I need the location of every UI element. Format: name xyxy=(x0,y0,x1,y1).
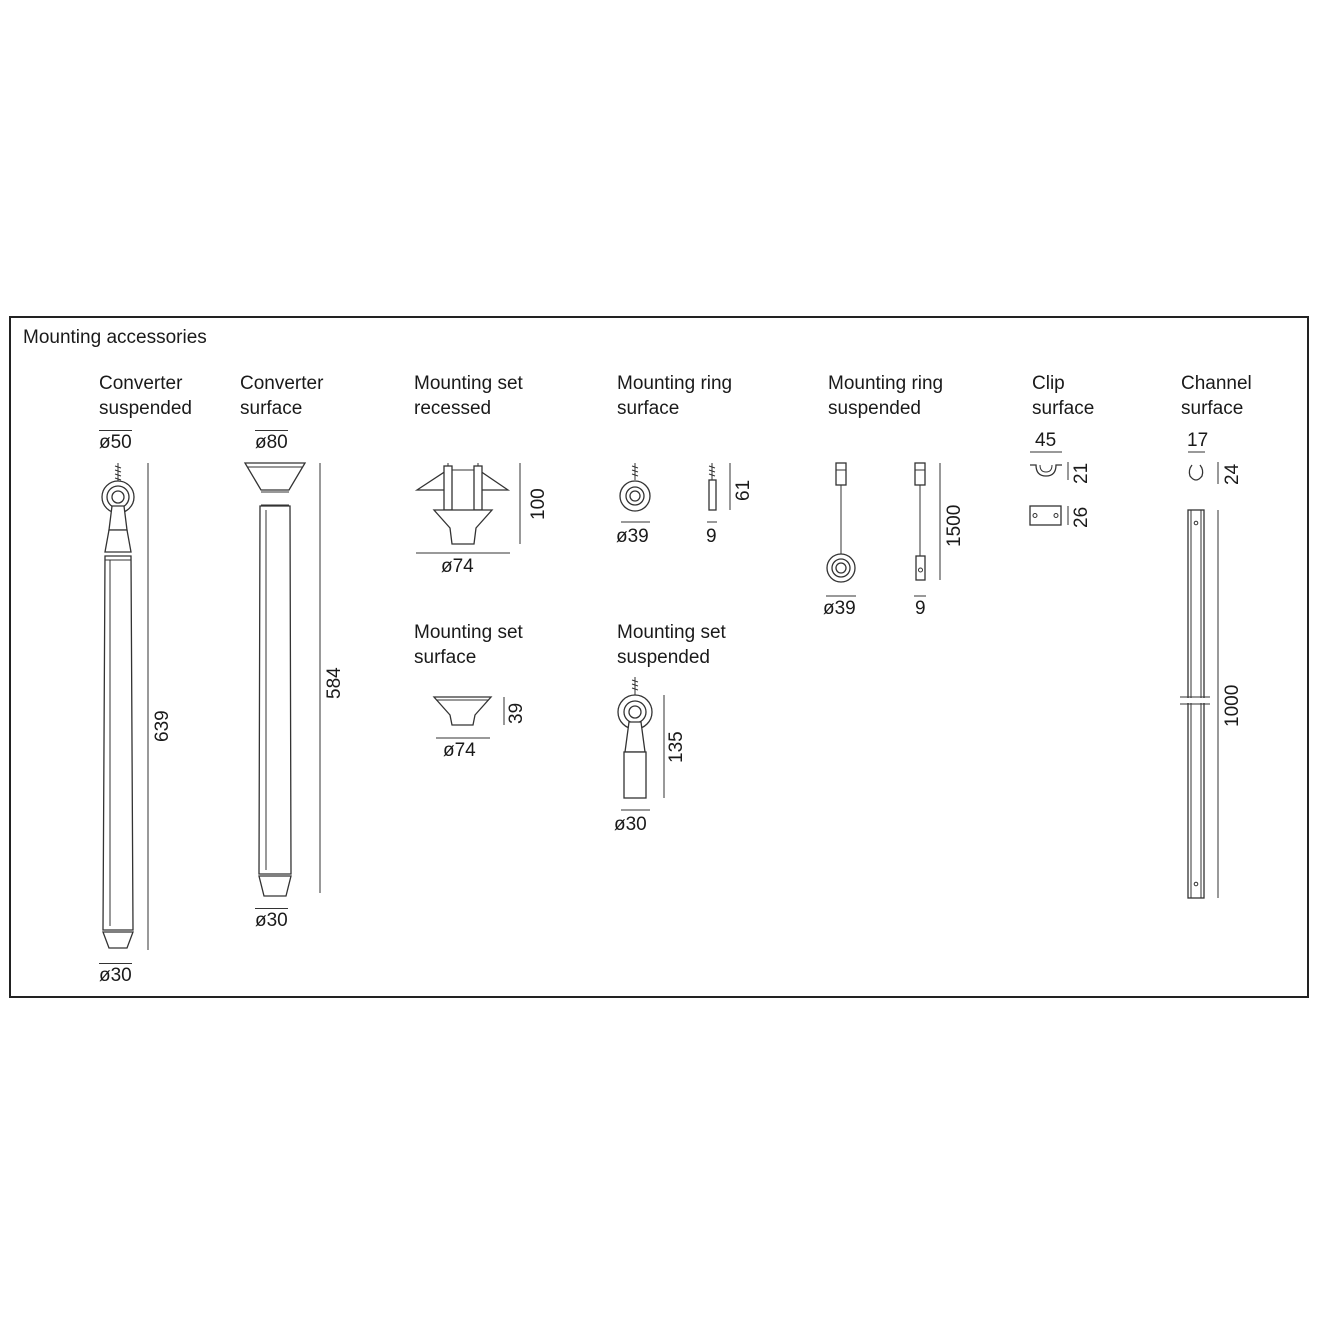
title-converter-suspended-l2: suspended xyxy=(99,398,192,419)
mounting-set-recessed-height-dim: 100 xyxy=(528,488,549,520)
mounting-set-suspended-diameter-dim: ø30 xyxy=(614,814,647,835)
mounting-ring-surface-width-dim: 9 xyxy=(706,526,717,547)
clip-surface-height-b-dim: 26 xyxy=(1071,506,1092,528)
clip-surface-drawing xyxy=(1030,452,1068,525)
channel-surface-drawing xyxy=(1180,452,1218,898)
mounting-ring-suspended-diameter-dim: ø39 xyxy=(823,598,856,619)
title-mounting-ring-surface-l1: Mounting ring xyxy=(617,373,733,394)
title-converter-surface-l2: surface xyxy=(240,398,303,419)
title-channel-surface-l2: surface xyxy=(1181,398,1244,419)
title-mounting-set-surface-l1: Mounting set xyxy=(414,622,523,643)
mounting-set-suspended-height-dim: 135 xyxy=(666,731,687,763)
title-mounting-ring-surface-l2: surface xyxy=(617,398,680,419)
converter-surface-drawing xyxy=(245,463,320,896)
title-converter-suspended-l1: Converter xyxy=(99,373,183,394)
mounting-ring-suspended-drawing xyxy=(826,463,940,596)
title-channel-surface-l1: Channel xyxy=(1181,373,1252,394)
title-mounting-set-recessed-l2: recessed xyxy=(414,398,492,419)
mounting-ring-suspended-width-dim: 9 xyxy=(915,598,926,619)
title-clip-surface-l2: surface xyxy=(1032,398,1095,419)
mounting-ring-surface-height-dim: 61 xyxy=(733,479,754,501)
mounting-set-suspended-drawing xyxy=(618,677,664,810)
converter-surface-top-dim: ø80 xyxy=(255,432,288,453)
title-mounting-set-suspended-l1: Mounting set xyxy=(617,622,726,643)
converter-surface-height-dim: 584 xyxy=(324,667,345,699)
clip-surface-height-a-dim: 21 xyxy=(1071,462,1092,484)
title-mounting-ring-suspended-l2: suspended xyxy=(828,398,921,419)
mounting-ring-surface-diameter-dim: ø39 xyxy=(616,526,649,547)
channel-surface-length-dim: 1000 xyxy=(1222,684,1243,727)
title-converter-surface-l1: Converter xyxy=(240,373,324,394)
title-clip-surface-l1: Clip xyxy=(1032,373,1065,394)
mounting-set-surface-height-dim: 39 xyxy=(506,702,527,724)
converter-suspended-drawing xyxy=(102,463,148,950)
converter-suspended-top-dim: ø50 xyxy=(99,432,132,453)
converter-suspended-height-dim: 639 xyxy=(152,710,173,742)
title-mounting-set-recessed-l1: Mounting set xyxy=(414,373,523,394)
channel-surface-width-dim: 17 xyxy=(1187,430,1209,451)
mounting-set-recessed-drawing xyxy=(416,463,520,553)
mounting-set-surface-drawing xyxy=(434,697,504,738)
section-title: Mounting accessories xyxy=(23,327,207,348)
channel-surface-height-a-dim: 24 xyxy=(1222,463,1243,485)
mounting-set-surface-width-dim: ø74 xyxy=(443,740,476,761)
converter-suspended-bottom-dim: ø30 xyxy=(99,965,132,986)
converter-surface-bottom-dim: ø30 xyxy=(255,910,288,931)
title-mounting-set-surface-l2: surface xyxy=(414,647,477,668)
title-mounting-ring-suspended-l1: Mounting ring xyxy=(828,373,944,394)
mounting-ring-surface-drawing xyxy=(620,463,730,522)
mounting-set-recessed-width-dim: ø74 xyxy=(441,556,474,577)
clip-surface-width-dim: 45 xyxy=(1035,430,1057,451)
mounting-ring-suspended-height-dim: 1500 xyxy=(944,504,965,547)
title-mounting-set-suspended-l2: suspended xyxy=(617,647,710,668)
